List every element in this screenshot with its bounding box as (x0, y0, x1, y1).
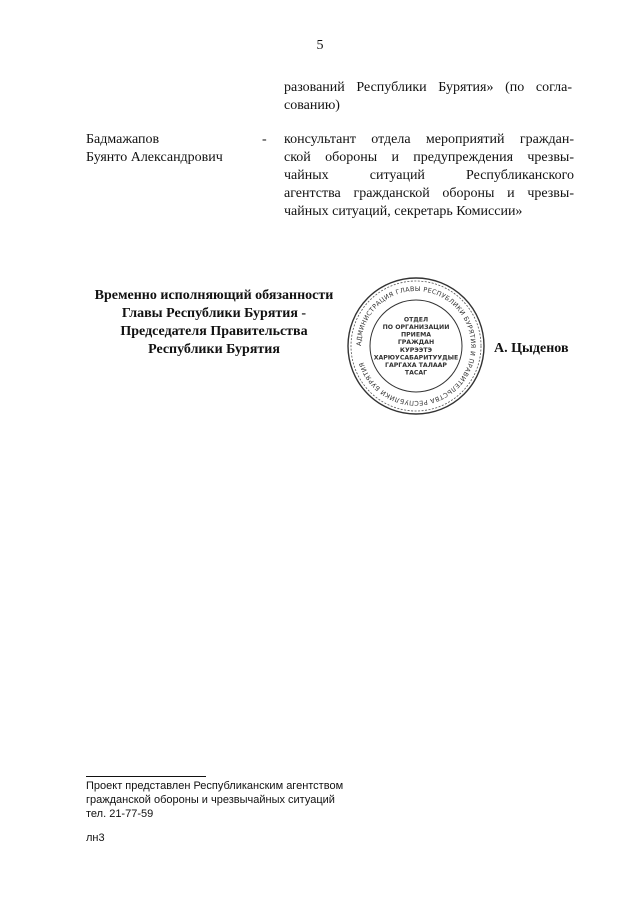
seal-center-line: ГАРГАХА ТАЛААР (385, 362, 447, 369)
document-code: лн3 (86, 832, 105, 844)
signatory-title-line: Председателя Правительства (120, 324, 308, 339)
member-dash: - (262, 132, 267, 147)
signatory-name: А. Цыденов (494, 341, 569, 356)
signatory-title (80, 287, 348, 359)
signatory-title-line: Главы Республики Бурятия - (121, 306, 307, 321)
page-number: 5 (316, 38, 324, 53)
role-line: агентства гражданской обороны и чрезвы- (284, 186, 574, 201)
role-line: консультант отдела мероприятий граждан- (284, 132, 574, 147)
seal-center-line: ПРИЕМА (400, 331, 432, 339)
member-name (86, 131, 256, 167)
footnote (86, 779, 406, 821)
seal-center-line: ОТДЕЛ (403, 316, 429, 324)
seal-center-line: ТАСАГ (404, 369, 428, 377)
signatory-title-line: Временно исполняющий обязанности (94, 288, 334, 303)
footnote-phone: тел. 21-77-59 (86, 808, 154, 820)
member-surname: Бадмажапов (86, 132, 160, 147)
seal-ring-text: АДМИНИСТРАЦИЯ ГЛАВЫ РЕСПУБЛИКИ БУРЯТИЯ И ПРАВИТЕЛЬСТВА РЕСПУБЛИКИ БУРЯТИЯ (354, 284, 478, 408)
footnote-divider (86, 776, 206, 777)
footnote-line: Проект представлен Республиканским агентством (86, 780, 344, 792)
role-line: чайных ситуаций, секретарь Комиссии» (284, 204, 523, 219)
seal-center-line: ХАРЮУСАБАРИТУУДЫЕ (373, 354, 459, 362)
member-given-name: Буянто Александрович (86, 150, 223, 165)
seal-center-line: ГРАЖДАН (397, 339, 435, 347)
continuation-text (284, 79, 572, 115)
footnote-line: гражданской обороны и чрезвычайных ситуаций (86, 794, 335, 806)
seal-center-line: КУРЭЭТЭ (399, 346, 433, 354)
seal-center-line: ПО ОРГАНИЗАЦИИ (382, 324, 450, 331)
signatory-title-line: Республики Бурятия (148, 342, 280, 357)
continuation-line: сованию) (284, 98, 340, 113)
role-line: ской обороны и предупреждения чрезвы- (284, 150, 574, 165)
official-seal (345, 275, 487, 417)
role-line: чайных ситуаций Республиканского (284, 168, 574, 183)
continuation-line: разований Республики Бурятия» (по согла- (284, 80, 572, 95)
member-role (284, 131, 574, 221)
